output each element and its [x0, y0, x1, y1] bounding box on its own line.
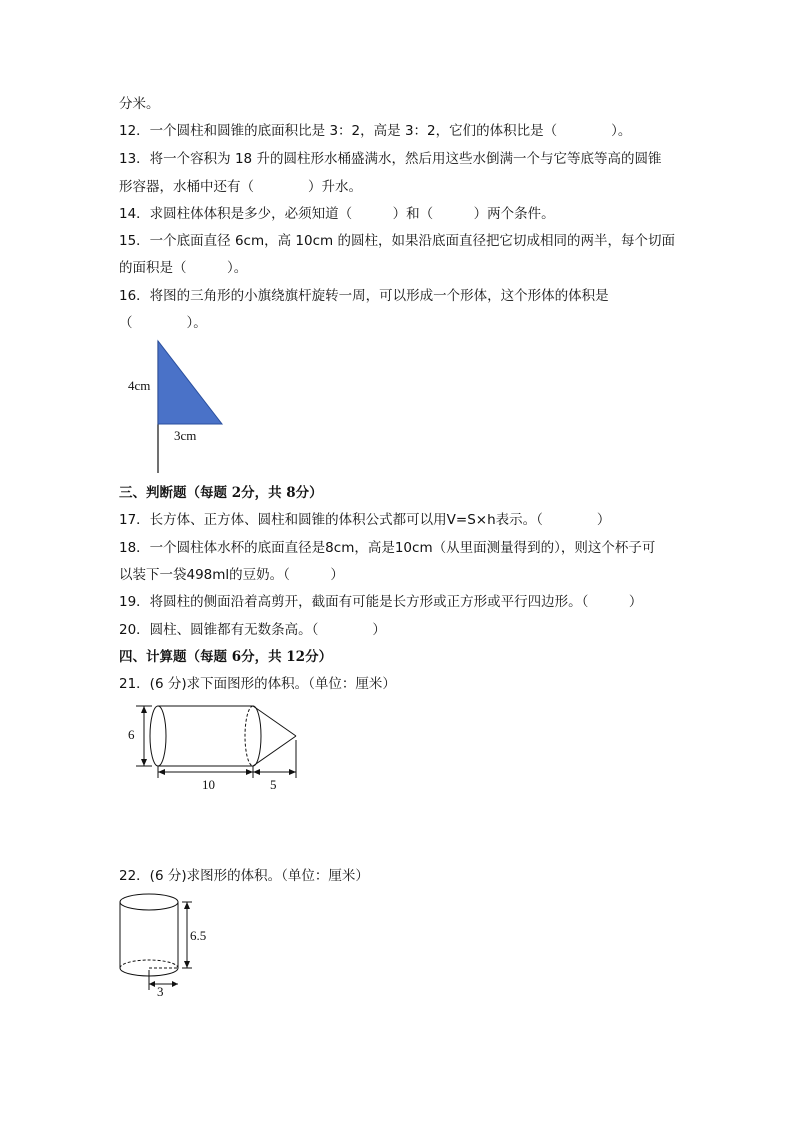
question-12: 12．一个圆柱和圆锥的底面积比是 3：2，高是 3：2，它们的体积比是（ ）。: [119, 123, 632, 139]
flag-figure: [120, 335, 240, 477]
cylinder-figure: [112, 890, 222, 1000]
question-15: 15．一个底面直径 6cm，高 10cm 的圆柱，如果沿底面直径把它切成相同的两半，每个切面: [119, 233, 675, 249]
radius-label: 3: [157, 984, 164, 999]
question-16: 16．将图的三角形的小旗绕旗杆旋转一周，可以形成一个形体，这个形体的体积是: [119, 288, 609, 304]
question-21: 21．(6 分)求下面图形的体积。（单位：厘米）: [119, 676, 396, 692]
cylinder-cone-figure: [120, 700, 320, 800]
cylinder-left-face: [150, 706, 166, 766]
cone-length-label: 5: [270, 777, 277, 792]
text-line: 分米。: [119, 96, 160, 112]
question-17: 17．长方体、正方体、圆柱和圆锥的体积公式都可以用V=S×h表示。（ ）: [119, 512, 611, 528]
question-16-cont: （ ）。: [119, 315, 207, 331]
question-13: 13．将一个容积为 18 升的圆柱形水桶盛满水，然后用这些水倒满一个与它等底等高的圆锥: [119, 151, 662, 167]
question-20: 20．圆柱、圆锥都有无数条高。（ ）: [119, 622, 386, 638]
question-13-cont: 形容器，水桶中还有（ ）升水。: [119, 179, 362, 195]
section-heading-3: 三、判断题（每题 2分，共 8分）: [119, 485, 323, 501]
flag-triangle: [158, 341, 222, 424]
question-15-cont: 的面积是（ ）。: [119, 260, 248, 276]
flag-base-label: 3cm: [174, 428, 197, 443]
question-22: 22．(6 分)求图形的体积。（单位：厘米）: [119, 868, 369, 884]
height-label: 6.5: [190, 928, 207, 943]
flag-height-label: 4cm: [128, 378, 151, 393]
question-14: 14．求圆柱体体积是多少，必须知道（ ）和（ ）两个条件。: [119, 206, 555, 222]
cylinder-top-face: [120, 894, 178, 910]
cylinder-length-label: 10: [202, 777, 215, 792]
section-heading-4: 四、计算题（每题 6分，共 12分）: [119, 649, 333, 665]
diameter-label: 6: [128, 727, 135, 742]
question-19: 19．将圆柱的侧面沿着高剪开，截面有可能是长方形或正方形或平行四边形。（ ）: [119, 594, 643, 610]
question-18: 18．一个圆柱体水杯的底面直径是8cm，高是10cm（从里面测量得到的），则这个杯子可: [119, 540, 656, 556]
question-18-cont: 以装下一袋498ml的豆奶。（ ）: [119, 567, 344, 583]
